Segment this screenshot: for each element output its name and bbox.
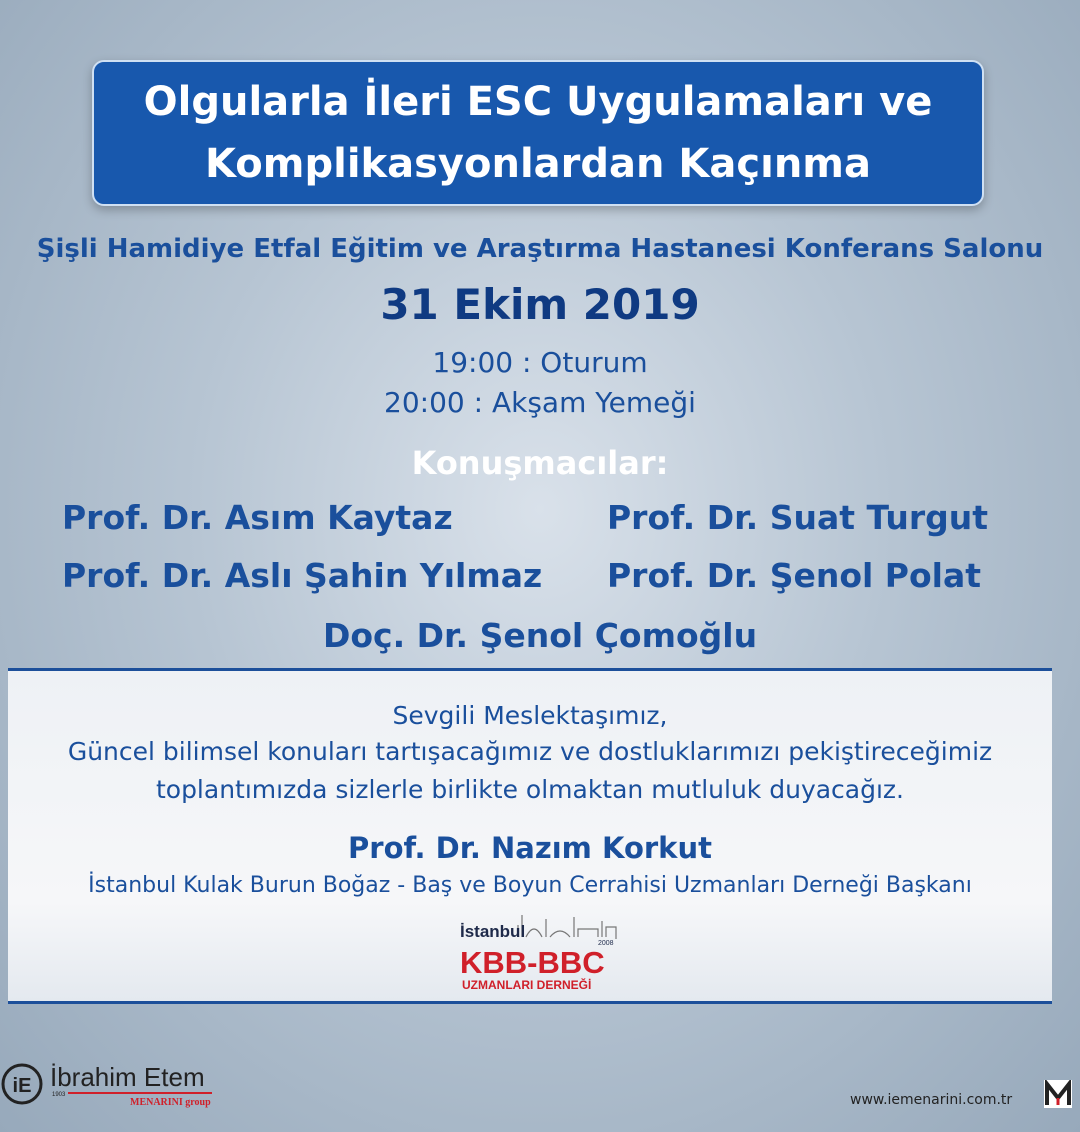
event-title-line-1: Olgularla İleri ESC Uygulamaları ve	[143, 79, 933, 125]
venue: Şişli Hamidiye Etfal Eğitim ve Araştırma Hastanesi Konferans Salonu	[36, 234, 1044, 264]
ibrahim-etem-menarini-logo	[0, 1058, 220, 1112]
ie-mark-text: iE	[12, 1075, 32, 1097]
message-line: toplantımızda sizlerle birlikte olmaktan mutluluk duyacağız.	[155, 775, 905, 804]
event-date: 31 Ekim 2019	[380, 280, 700, 329]
kbb-bbc-association-logo	[448, 909, 628, 995]
logo-bottom-text: UZMANLARI DERNEĞİ	[462, 978, 592, 992]
speaker-name: Prof. Dr. Asım Kaytaz	[62, 498, 453, 537]
speakers-heading: Konuşmacılar:	[411, 444, 669, 482]
logo-year-text: 2008	[598, 940, 614, 947]
speaker-name: Prof. Dr. Şenol Polat	[607, 556, 982, 595]
message-greeting: Sevgili Meslektaşımız,	[392, 701, 668, 730]
message-line: Güncel bilimsel konuları tartışacağımız ve dostluklarımızı pekiştireceğimiz	[67, 737, 993, 766]
event-title-box	[92, 60, 984, 206]
logo-main-text: KBB-BBC	[460, 945, 605, 980]
signature-name: Prof. Dr. Nazım Korkut	[348, 831, 712, 865]
invitation-message-box	[8, 668, 1052, 1004]
sponsor-year-text: 1903	[52, 1092, 66, 1098]
logo-top-text: İstanbul	[460, 922, 526, 941]
event-title-line-2: Komplikasyonlardan Kaçınma	[205, 141, 871, 187]
sponsor-name-text: İbrahim Etem	[50, 1062, 205, 1092]
schedule-item-session: 19:00 : Oturum	[432, 346, 648, 379]
speaker-name: Prof. Dr. Aslı Şahin Yılmaz	[62, 556, 543, 595]
signature-title: İstanbul Kulak Burun Boğaz - Baş ve Boyun Cerrahisi Uzmanları Derneği Başkanı	[88, 873, 972, 898]
schedule-item-dinner: 20:00 : Akşam Yemeği	[384, 386, 696, 419]
istanbul-skyline-icon	[518, 915, 616, 939]
menarini-m-icon	[1044, 1080, 1072, 1108]
speaker-name: Doç. Dr. Şenol Çomoğlu	[322, 616, 758, 655]
website-url: www.iemenarini.com.tr	[850, 1092, 1013, 1108]
sponsor-group-text: MENARINI group	[130, 1097, 211, 1108]
speaker-name: Prof. Dr. Suat Turgut	[607, 498, 989, 537]
